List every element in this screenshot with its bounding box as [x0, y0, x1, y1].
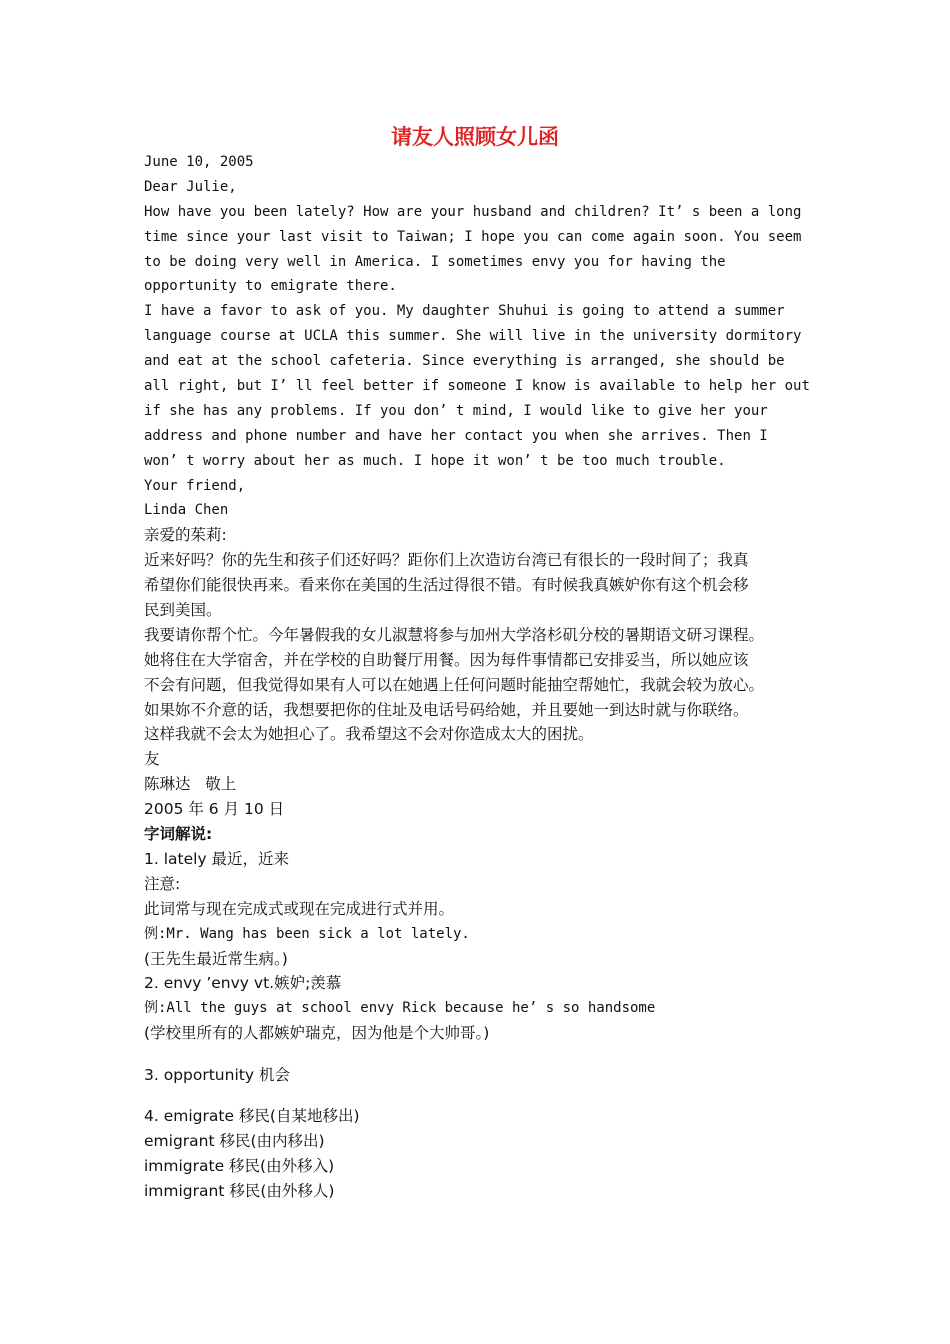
- vocab-item-2: [144, 971, 824, 1046]
- text-line: 不会有问题，但我觉得如果有人可以在她遇上任何问题时能抽空帮她忙，我就会较为放心。: [144, 675, 765, 694]
- text-line: 我要请你帮个忙。今年暑假我的女儿淑慧将参与加州大学洛杉矶分校的暑期语文研习课程。: [144, 625, 765, 644]
- spacer: [144, 1046, 824, 1063]
- letter-zh-signature: 陈琳达 敬上: [144, 775, 237, 794]
- vocab-term: 1. lately 最近，近来: [144, 849, 290, 868]
- text-line: and eat at the school cafeteria. Since everything is arranged, she should be: [144, 353, 785, 370]
- vocab-item-1: [144, 847, 824, 971]
- vocab-heading: 字词解说:: [144, 825, 213, 844]
- vocab-term: 3. opportunity 机会: [144, 1065, 290, 1084]
- text-line: address and phone number and have her contact you when she arrives. Then I: [144, 427, 768, 444]
- text-line: language course at UCLA this summer. She will live in the university dormitory: [144, 328, 802, 345]
- text-line: all right, but I’ ll feel better if someone I know is available to help her out: [144, 378, 810, 395]
- letter-zh-date: 2005 年 6 月 10 日: [144, 800, 285, 819]
- letter-zh-paragraph-2: [144, 623, 824, 747]
- text-line: if she has any problems. If you don’ t mind, I would like to give her your: [144, 402, 768, 419]
- vocab-term: 2. envy ’envy vt.嫉妒;羡慕: [144, 974, 342, 993]
- vocab-item-3: [144, 1063, 824, 1088]
- text-line: 如果妳不介意的话，我想要把你的住址及电话号码给她，并且要她一到达时就与你联络。: [144, 700, 749, 719]
- text-line: 这样我就不会太为她担心了。我希望这不会对你造成太大的困扰。: [144, 725, 594, 744]
- letter-closing: Your friend,: [144, 477, 246, 494]
- text-line: time since your last visit to Taiwan; I hope you can come again soon. You seem: [144, 228, 802, 245]
- document-title: 请友人照顾女儿函: [391, 124, 559, 149]
- text-line: 她将住在大学宿舍，并在学校的自助餐厅用餐。因为每件事情都已安排妥当，所以她应该: [144, 650, 749, 669]
- text-line: 近来好吗？你的先生和孩子们还好吗？距你们上次造访台湾已有很长的一段时间了；我真: [144, 551, 749, 570]
- vocab-term: 4. emigrate 移民(自某地移出): [144, 1107, 360, 1126]
- vocab-item-4: [144, 1104, 824, 1204]
- letter-zh-greeting: 亲爱的茱莉:: [144, 526, 227, 545]
- text-line: I have a favor to ask of you. My daughter Shuhui is going to attend a summer: [144, 303, 785, 320]
- vocab-example: 例:All the guys at school envy Rick because he’ s so handsome: [144, 1000, 656, 1017]
- text-line: won’ t worry about her as much. I hope it won’ t be too much trouble.: [144, 452, 726, 469]
- spacer: [144, 1088, 824, 1105]
- vocab-related-term: immigrate 移民(由外移入): [144, 1156, 335, 1175]
- vocab-translation: (学校里所有的人都嫉妒瑞克，因为他是个大帅哥。): [144, 1024, 490, 1043]
- letter-greeting: Dear Julie,: [144, 178, 237, 195]
- text-line: opportunity to emigrate there.: [144, 278, 397, 295]
- letter-zh-paragraph-1: [144, 548, 824, 623]
- letter-paragraph-1: [144, 200, 824, 300]
- letter-signature: Linda Chen: [144, 502, 229, 519]
- letter-zh-closing: 友: [144, 750, 160, 769]
- letter-paragraph-2: [144, 299, 824, 473]
- text-line: How have you been lately? How are your husband and children? It’ s been a long: [144, 203, 802, 220]
- vocab-note: 此词常与现在完成式或现在完成进行式并用。: [144, 899, 455, 918]
- vocab-related-term: immigrant 移民(由外移人): [144, 1181, 335, 1200]
- vocab-example: 例:Mr. Wang has been sick a lot lately.: [144, 925, 470, 942]
- text-line: to be doing very well in America. I sometimes envy you for having the: [144, 253, 726, 270]
- text-line: 希望你们能很快再来。看来你在美国的生活过得很不错。有时候我真嫉妒你有这个机会移: [144, 576, 749, 595]
- vocab-related-term: emigrant 移民(由内移出): [144, 1132, 325, 1151]
- vocab-translation: (王先生最近常生病。): [144, 949, 288, 968]
- document-body: [144, 150, 824, 1204]
- vocab-note-label: 注意:: [144, 874, 181, 893]
- text-line: 民到美国。: [144, 601, 222, 620]
- letter-date: June 10, 2005: [144, 154, 254, 170]
